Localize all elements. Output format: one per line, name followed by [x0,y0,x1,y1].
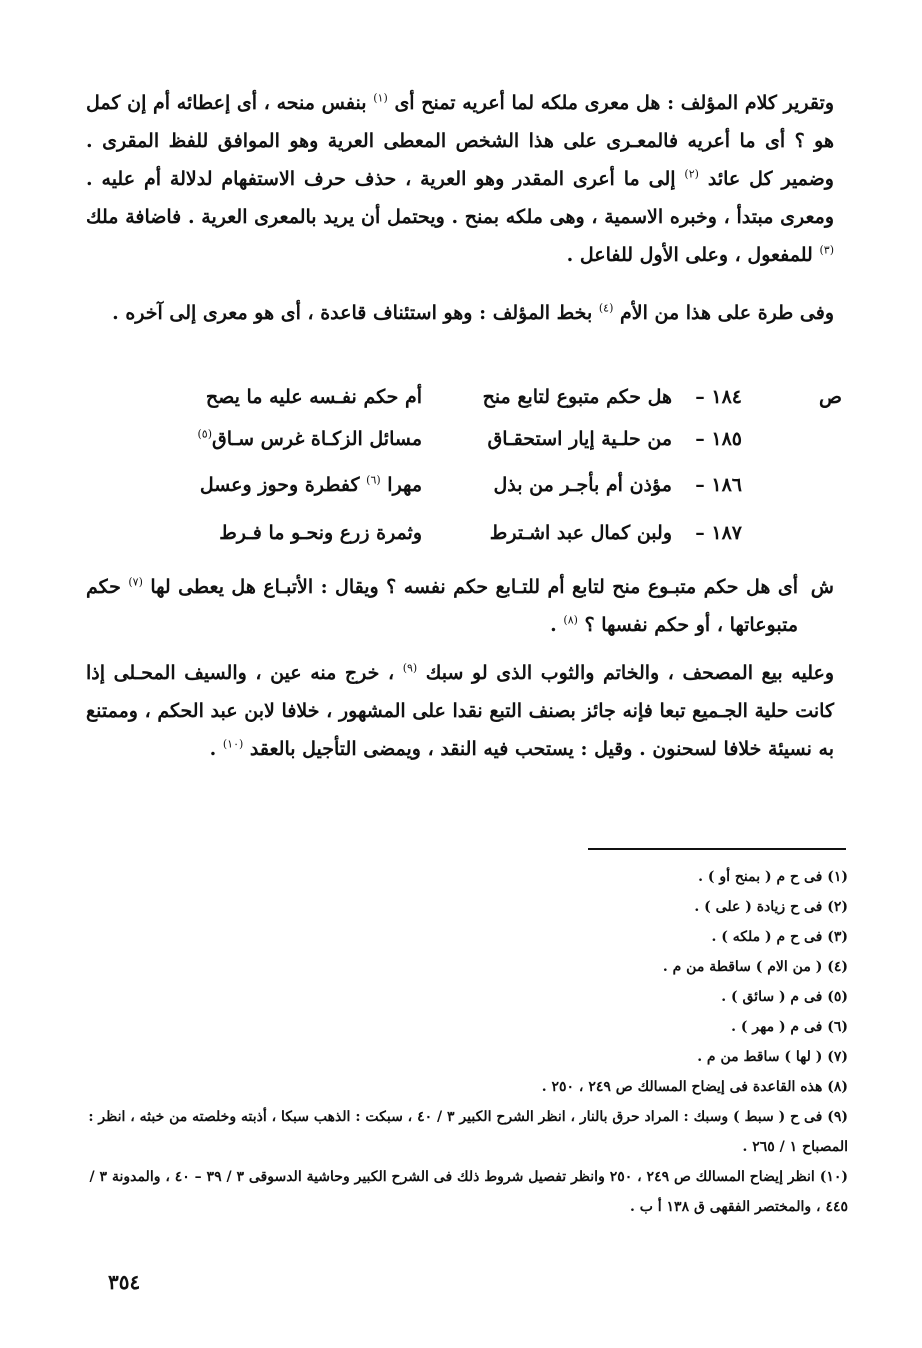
sharh-marker: ش [810,576,834,598]
verse-second-hemistich: أم حكم نفـسه عليه ما يصح [205,386,422,408]
verse-first-hemistich: هل حكم متبوع لتابع منح [482,386,672,408]
verse-second-hemistich [92,474,422,496]
footnote-ref: (٩) [402,661,418,675]
footnote: (٨) هذه القاعدة فى إيضاح المسالك ص ٢٤٩ ، ٢٥٠ . [541,1079,848,1095]
verse-row-185 [90,422,842,462]
footnote-ref: (١) [373,91,388,105]
verse-number: ١٨٦ – [695,474,742,496]
paragraph-commentary-2 [86,654,834,768]
text-run: مهرا [387,474,422,496]
verse-first-hemistich: من حلـية إيار استحقـاق [487,428,672,450]
text-run: إلى ما أعرى المقدر وهو العرية ، حذف حرف الاستفهام لدلالة أم عليه . ومعرى مبتدأ ، وخبره الاسمية ، وهى ملكه بمنح . ويحتمل أن يريد بالمعرى العرية . فاضافة ملك [86,168,834,228]
footnote: (٥) فى م ( سائق ) . [721,989,848,1005]
paragraph-commentary-1 [86,84,834,274]
footnote-ref: (٨) [563,613,578,627]
text-run: . [209,738,217,760]
text-run: أى هل حكم متبـوع منح لتابع أم للتـابع حكم نفسه ؟ ويقال : الأتبـاع هل يعطى لها [150,576,798,598]
verse-first-hemistich: ولبن كمال عبد اشـترط [489,522,672,544]
footnote-ref: (١٠) [222,737,244,751]
text-run: كفطرة وحوز وعسل [199,474,360,496]
footnote: (٢) فى ح زيادة ( على ) . [694,899,848,915]
text-run: ، خرج منه عين ، والسيف المحـلى إذا كانت حلية الجـميع تبعا فإنه جائز بصنف التبع نقدا على المشهور ، خلافا لابن عبد الحكم ، وممتنع به نسيئة خلافا لسحنون . وقيل : يستحب فيه النقد ، ويمضى التأجيل بالعقد [86,662,834,760]
footnote: (١) فى ح م ( بمنح أو ) . [698,869,848,885]
text-run: حكم متبوعاتها ، أو حكم نفسها ؟ [86,576,798,636]
footnote: (٤) ( من الام ) ساقطة من م . [662,959,848,975]
footnote-separator [588,848,846,850]
footnote-ref: (٥) [197,427,213,441]
verse-second-hemistich [92,428,422,450]
verse-row-186 [90,468,842,508]
footnote: (٩) فى ح ( سبط ) وسبك : المراد حرق بالنار ، انظر الشرح الكبير ٣ / ٤٠ ، سبكت : الذهب سبكا ، أذبته وخلصته من خبثه ، انظر : المصباح ١ / ٢٦٥ . [88,1109,848,1155]
footnote-ref: (٣) [819,243,834,257]
text-run: . [550,614,557,636]
verse-number: ١٨٤ – [695,386,742,408]
footnote-ref: (٢) [684,167,699,181]
text-run: للمفعول ، وعلى الأول للفاعل . [566,244,813,266]
footnote: (١٠) انظر إيضاح المسالك ص ٢٤٩ ، ٢٥٠ وانظر تفصيل شروط ذلك فى الشرح الكبير وحاشية الدسوقى ٣ / ٣٩ – ٤٠ ، والمدونة ٣ / ٤٤٥ ، والمختصر الفقهى ق ١٣٨ أ ب . [89,1169,848,1215]
paragraph-margin-note [86,294,834,332]
footnote-ref: (٦) [366,473,381,487]
verse-second-hemistich: وثمرة زرع ونحـو ما فـرط [219,522,422,544]
text-run: مسائل الزكـاة غرس سـاق [212,428,422,450]
verse-row-184 [90,380,842,420]
footnote: (٦) فى م ( مهر ) . [731,1019,848,1035]
verse-row-187 [90,516,842,556]
page-number: ٣٥٤ [108,1270,141,1294]
footnote-ref: (٧) [128,575,143,589]
text-run: وفى طرة على هذا من الأم [620,302,834,324]
footnotes-list [80,862,848,1222]
verse-marker: ص [819,386,842,408]
footnote-ref: (٤) [598,301,614,315]
verse-number: ١٨٧ – [695,522,742,544]
text-run: وعليه بيع المصحف ، والخاتم والثوب الذى لو سبك [425,662,834,684]
paragraph-sharh [86,568,798,644]
text-run: بخط المؤلف : وهو استئناف قاعدة ، أى هو معرى إلى آخره . [112,302,593,324]
text-run: بنفس منحه ، أى إعطائه أم إن كمل هو ؟ أى ما أعريه فالمعـرى على هذا الشخص المعطى العرية وهو الموافق للفظ المقرى . وضمير كل عائد [86,92,834,190]
footnote: (٧) ( لها ) ساقط من م . [697,1049,848,1065]
footnote: (٣) فى ح م ( ملكه ) . [711,929,848,945]
verse-first-hemistich: مؤذن أم بأجـر من بذل [493,474,672,496]
verse-number: ١٨٥ – [695,428,742,450]
text-run: وتقرير كلام المؤلف : هل معرى ملكه لما أعريه تمنح أى [394,92,834,114]
